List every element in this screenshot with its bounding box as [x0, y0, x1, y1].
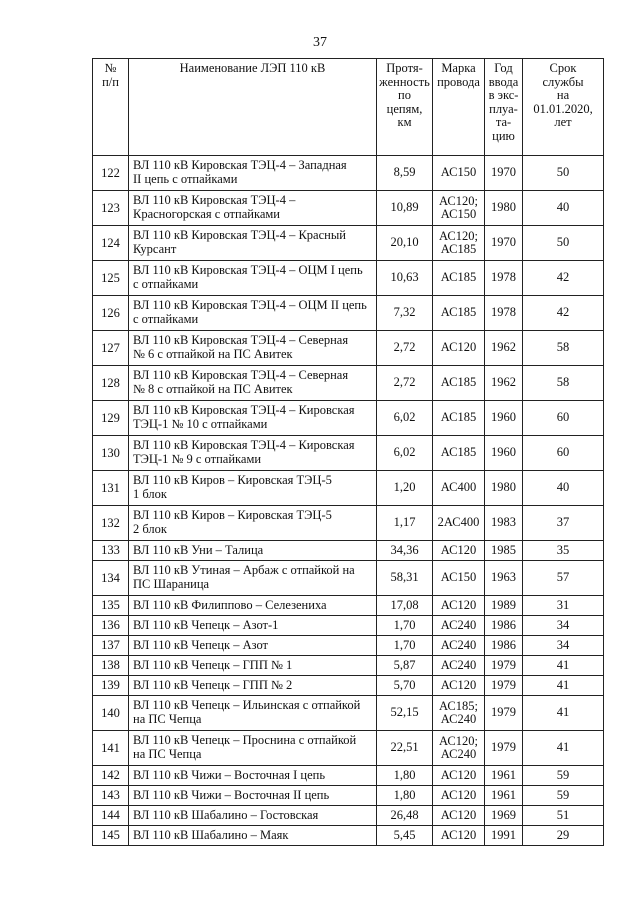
cell-name-line: с отпайками — [133, 311, 199, 326]
cell-life: 41 — [523, 696, 604, 731]
cell-name-line: ВЛ 110 кВ Кировская ТЭЦ-4 – Красный — [133, 228, 346, 242]
cell-wire — [433, 191, 485, 226]
cell-num: 128 — [93, 366, 129, 401]
cell-wire — [433, 676, 485, 696]
cell-name-line: ВЛ 110 кВ Чепецк – Азот — [133, 638, 269, 652]
cell-length: 26,48 — [377, 806, 433, 826]
cell-life: 29 — [523, 826, 604, 846]
cell-name — [129, 226, 377, 261]
cell-year: 1963 — [485, 561, 523, 596]
cell-life: 42 — [523, 261, 604, 296]
cell-wire — [433, 331, 485, 366]
table-row — [93, 261, 604, 296]
header-wire-line: провода — [437, 74, 480, 89]
cell-life: 60 — [523, 401, 604, 436]
cell-year: 1979 — [485, 731, 523, 766]
header-length — [377, 59, 433, 156]
cell-wire — [433, 436, 485, 471]
cell-life: 41 — [523, 656, 604, 676]
cell-name — [129, 561, 377, 596]
cell-wire — [433, 786, 485, 806]
cell-wire — [433, 366, 485, 401]
cell-wire-line: АС240 — [440, 637, 477, 652]
cell-num: 126 — [93, 296, 129, 331]
header-year-line: в экс- — [488, 88, 519, 102]
cell-wire-line: АС400 — [440, 480, 477, 495]
cell-name-line: на ПС Чепца — [133, 746, 202, 761]
cell-wire-line: АС185 — [440, 445, 477, 460]
cell-wire — [433, 616, 485, 636]
cell-length: 20,10 — [377, 226, 433, 261]
cell-life: 41 — [523, 731, 604, 766]
cell-num: 143 — [93, 786, 129, 806]
cell-wire-line: АС240 — [440, 657, 477, 672]
cell-wire — [433, 471, 485, 506]
cell-life: 40 — [523, 471, 604, 506]
table-row — [93, 226, 604, 261]
cell-wire-line: АС240 — [440, 617, 477, 632]
cell-wire-line: АС120; — [439, 228, 478, 243]
cell-name-line: ВЛ 110 кВ Шабалино – Гостовская — [133, 808, 319, 822]
page-number: 37 — [313, 35, 327, 50]
table-row — [93, 561, 604, 596]
cell-name-line: ВЛ 110 кВ Филиппово – Селезениха — [133, 598, 327, 612]
cell-wire-line: АС185 — [440, 305, 477, 320]
cell-year: 1979 — [485, 676, 523, 696]
cell-wire — [433, 296, 485, 331]
cell-name-line: 1 блок — [133, 486, 167, 501]
cell-name — [129, 366, 377, 401]
cell-name-line: № 6 с отпайкой на ПС Авитек — [133, 346, 293, 361]
cell-name — [129, 156, 377, 191]
cell-life: 57 — [523, 561, 604, 596]
cell-year: 1970 — [485, 226, 523, 261]
cell-year: 1961 — [485, 766, 523, 786]
cell-wire — [433, 401, 485, 436]
cell-name-line: ВЛ 110 кВ Чижи – Восточная I цепь — [133, 768, 326, 782]
cell-num: 134 — [93, 561, 129, 596]
cell-year: 1983 — [485, 506, 523, 541]
cell-year: 1962 — [485, 366, 523, 401]
cell-wire — [433, 541, 485, 561]
cell-year: 1986 — [485, 636, 523, 656]
header-year-line: Год — [494, 61, 513, 75]
cell-name-line: II цепь с отпайками — [133, 171, 238, 186]
header-life-line: на — [556, 88, 570, 102]
cell-life: 51 — [523, 806, 604, 826]
cell-wire — [433, 261, 485, 296]
table-row — [93, 471, 604, 506]
table-row — [93, 596, 604, 616]
cell-num: 132 — [93, 506, 129, 541]
cell-name-line: ВЛ 110 кВ Кировская ТЭЦ-4 – Северная — [133, 368, 349, 382]
table-header-row — [93, 59, 604, 156]
cell-name — [129, 331, 377, 366]
table-row — [93, 616, 604, 636]
cell-length: 1,70 — [377, 636, 433, 656]
cell-wire — [433, 766, 485, 786]
cell-num: 127 — [93, 331, 129, 366]
cell-length: 1,80 — [377, 766, 433, 786]
cell-wire-line: АС120 — [440, 767, 477, 782]
header-num — [93, 59, 129, 156]
cell-name-line: ВЛ 110 кВ Киров – Кировская ТЭЦ-5 — [133, 508, 332, 522]
header-wire — [433, 59, 485, 156]
cell-length: 2,72 — [377, 366, 433, 401]
cell-num: 125 — [93, 261, 129, 296]
header-life-line: лет — [554, 115, 572, 129]
cell-length: 7,32 — [377, 296, 433, 331]
cell-name — [129, 401, 377, 436]
cell-year: 1969 — [485, 806, 523, 826]
cell-wire-line: АС120 — [440, 677, 477, 692]
header-life-line: службы — [542, 74, 584, 89]
header-life-line: Срок — [549, 61, 577, 75]
cell-wire — [433, 156, 485, 191]
cell-name — [129, 766, 377, 786]
cell-length: 1,17 — [377, 506, 433, 541]
table-row — [93, 696, 604, 731]
cell-length: 22,51 — [377, 731, 433, 766]
cell-wire-line: АС120; — [439, 733, 478, 748]
cell-name-line: ВЛ 110 кВ Чепецк – Ильинская с отпайкой — [133, 698, 361, 712]
cell-name-line: ВЛ 110 кВ Кировская ТЭЦ-4 – Северная — [133, 333, 349, 347]
cell-num: 141 — [93, 731, 129, 766]
header-length-line: по цепям, — [386, 88, 423, 116]
cell-name-line: ВЛ 110 кВ Кировская ТЭЦ-4 – Кировская — [133, 438, 355, 452]
table-row — [93, 401, 604, 436]
cell-wire — [433, 506, 485, 541]
cell-year: 1989 — [485, 596, 523, 616]
header-year-line: ввода — [488, 74, 519, 89]
cell-name-line: ВЛ 110 кВ Кировская ТЭЦ-4 – ОЦМ I цепь — [133, 263, 363, 277]
header-length-line: Протя- — [386, 61, 423, 75]
cell-year: 1960 — [485, 401, 523, 436]
cell-num: 136 — [93, 616, 129, 636]
cell-name-line: ВЛ 110 кВ Кировская ТЭЦ-4 – ОЦМ II цепь — [133, 298, 367, 312]
cell-wire — [433, 656, 485, 676]
cell-num: 142 — [93, 766, 129, 786]
cell-name — [129, 731, 377, 766]
cell-num: 131 — [93, 471, 129, 506]
cell-name-line: ВЛ 110 кВ Шабалино – Маяк — [133, 828, 289, 842]
cell-wire-line: АС240 — [440, 712, 477, 726]
cell-name — [129, 656, 377, 676]
cell-name-line: ВЛ 110 кВ Чепецк – ГПП № 1 — [133, 658, 293, 672]
cell-length: 10,63 — [377, 261, 433, 296]
cell-name-line: № 8 с отпайкой на ПС Авитек — [133, 381, 293, 396]
cell-length: 6,02 — [377, 436, 433, 471]
cell-name-line: Курсант — [133, 241, 177, 256]
table-row — [93, 636, 604, 656]
cell-num: 123 — [93, 191, 129, 226]
table-row — [93, 506, 604, 541]
header-name-line: Наименование ЛЭП 110 кВ — [179, 61, 326, 75]
table-row — [93, 191, 604, 226]
cell-length: 52,15 — [377, 696, 433, 731]
header-year-line: плуа- — [489, 101, 518, 116]
cell-num: 138 — [93, 656, 129, 676]
header-life — [523, 59, 604, 156]
cell-wire — [433, 826, 485, 846]
cell-wire-line: АС120 — [440, 340, 477, 355]
cell-name — [129, 541, 377, 561]
cell-wire-line: АС240 — [440, 747, 477, 761]
cell-wire-line: АС185 — [440, 410, 477, 425]
cell-length: 17,08 — [377, 596, 433, 616]
cell-wire — [433, 596, 485, 616]
cell-name — [129, 786, 377, 806]
cell-year: 1991 — [485, 826, 523, 846]
cell-name-line: ВЛ 110 кВ Утиная – Арбаж с отпайкой на — [133, 563, 355, 577]
cell-num: 122 — [93, 156, 129, 191]
cell-name-line: ПС Шараница — [133, 576, 210, 591]
cell-length: 34,36 — [377, 541, 433, 561]
header-year — [485, 59, 523, 156]
cell-num: 124 — [93, 226, 129, 261]
cell-year: 1986 — [485, 616, 523, 636]
cell-name-line: ВЛ 110 кВ Уни – Талица — [133, 543, 264, 557]
cell-year: 1970 — [485, 156, 523, 191]
cell-life: 40 — [523, 191, 604, 226]
cell-wire — [433, 806, 485, 826]
cell-year: 1978 — [485, 296, 523, 331]
cell-num: 144 — [93, 806, 129, 826]
cell-num: 137 — [93, 636, 129, 656]
power-lines-table — [92, 58, 604, 846]
cell-wire-line: АС185 — [440, 270, 477, 285]
cell-length: 2,72 — [377, 331, 433, 366]
cell-length: 10,89 — [377, 191, 433, 226]
cell-name — [129, 616, 377, 636]
cell-name-line: Красногорская с отпайками — [133, 206, 280, 221]
cell-num: 129 — [93, 401, 129, 436]
header-life-line: 01.01.2020, — [533, 101, 593, 116]
cell-name-line: ВЛ 110 кВ Чижи – Восточная II цепь — [133, 788, 330, 802]
table-row — [93, 786, 604, 806]
cell-life: 60 — [523, 436, 604, 471]
table-row — [93, 436, 604, 471]
header-year-line: цию — [492, 128, 515, 143]
cell-wire — [433, 696, 485, 731]
table-row — [93, 806, 604, 826]
cell-wire — [433, 636, 485, 656]
cell-life: 50 — [523, 226, 604, 261]
table-row — [93, 331, 604, 366]
cell-year: 1980 — [485, 191, 523, 226]
cell-name-line: ВЛ 110 кВ Чепецк – Проснина с отпайкой — [133, 733, 357, 747]
cell-num: 135 — [93, 596, 129, 616]
cell-name-line: ВЛ 110 кВ Кировская ТЭЦ-4 – Кировская — [133, 403, 355, 417]
cell-length: 5,70 — [377, 676, 433, 696]
header-year-line: та- — [495, 115, 512, 129]
cell-year: 1980 — [485, 471, 523, 506]
cell-wire-line: АС120 — [440, 787, 477, 802]
cell-wire-line: АС120 — [440, 542, 477, 557]
cell-name — [129, 506, 377, 541]
cell-name-line: 2 блок — [133, 521, 167, 536]
cell-length: 1,20 — [377, 471, 433, 506]
cell-name-line: с отпайками — [133, 276, 199, 291]
cell-life: 34 — [523, 636, 604, 656]
cell-name — [129, 191, 377, 226]
cell-name — [129, 261, 377, 296]
cell-length: 58,31 — [377, 561, 433, 596]
cell-life: 42 — [523, 296, 604, 331]
cell-wire-line: АС185 — [440, 375, 477, 390]
cell-num: 130 — [93, 436, 129, 471]
cell-name — [129, 826, 377, 846]
table-row — [93, 366, 604, 401]
cell-name-line: ТЭЦ-1 № 9 с отпайками — [133, 451, 262, 466]
cell-wire-line: АС120; — [439, 193, 478, 208]
cell-name — [129, 696, 377, 731]
cell-length: 8,59 — [377, 156, 433, 191]
cell-name-line: ВЛ 110 кВ Кировская ТЭЦ-4 – Западная — [133, 158, 347, 172]
cell-wire-line: АС150 — [440, 207, 477, 221]
cell-name — [129, 806, 377, 826]
table-row — [93, 656, 604, 676]
cell-name-line: ВЛ 110 кВ Киров – Кировская ТЭЦ-5 — [133, 473, 332, 487]
header-num-line: п/п — [102, 74, 119, 89]
table-row — [93, 766, 604, 786]
cell-wire-line: 2АС400 — [437, 515, 480, 530]
cell-year: 1961 — [485, 786, 523, 806]
cell-num: 133 — [93, 541, 129, 561]
cell-life: 37 — [523, 506, 604, 541]
cell-life: 58 — [523, 366, 604, 401]
cell-num: 145 — [93, 826, 129, 846]
table-body — [93, 156, 604, 846]
cell-name — [129, 676, 377, 696]
cell-name-line: ВЛ 110 кВ Чепецк – Азот-1 — [133, 618, 279, 632]
cell-length: 1,80 — [377, 786, 433, 806]
cell-life: 41 — [523, 676, 604, 696]
header-length-line: км — [397, 115, 412, 129]
cell-name — [129, 436, 377, 471]
cell-name-line: ТЭЦ-1 № 10 с отпайками — [133, 416, 268, 431]
cell-name — [129, 296, 377, 331]
cell-length: 5,45 — [377, 826, 433, 846]
cell-name-line: ВЛ 110 кВ Кировская ТЭЦ-4 – — [133, 193, 296, 207]
cell-wire — [433, 731, 485, 766]
cell-wire-line: АС150 — [440, 570, 477, 585]
header-wire-line: Марка — [441, 61, 476, 75]
cell-life: 35 — [523, 541, 604, 561]
cell-name — [129, 596, 377, 616]
table-row — [93, 296, 604, 331]
cell-wire-line: АС185 — [440, 242, 477, 256]
cell-wire-line: АС120 — [440, 827, 477, 842]
cell-name-line: на ПС Чепца — [133, 711, 202, 726]
header-name — [129, 59, 377, 156]
cell-name — [129, 636, 377, 656]
cell-name — [129, 471, 377, 506]
cell-wire-line: АС185; — [439, 698, 478, 713]
cell-year: 1962 — [485, 331, 523, 366]
cell-wire — [433, 561, 485, 596]
cell-wire-line: АС150 — [440, 165, 477, 180]
cell-year: 1960 — [485, 436, 523, 471]
table-row — [93, 731, 604, 766]
cell-num: 140 — [93, 696, 129, 731]
cell-year: 1979 — [485, 656, 523, 676]
cell-wire-line: АС120 — [440, 807, 477, 822]
cell-life: 59 — [523, 786, 604, 806]
cell-life: 50 — [523, 156, 604, 191]
cell-wire-line: АС120 — [440, 597, 477, 612]
table-row — [93, 676, 604, 696]
cell-num: 139 — [93, 676, 129, 696]
table-row — [93, 826, 604, 846]
cell-life: 58 — [523, 331, 604, 366]
cell-year: 1979 — [485, 696, 523, 731]
table-row — [93, 541, 604, 561]
cell-length: 6,02 — [377, 401, 433, 436]
header-num-line: № — [104, 61, 117, 75]
cell-life: 34 — [523, 616, 604, 636]
table-row — [93, 156, 604, 191]
cell-length: 5,87 — [377, 656, 433, 676]
header-length-line: женность — [379, 74, 430, 89]
cell-year: 1978 — [485, 261, 523, 296]
cell-wire — [433, 226, 485, 261]
cell-name-line: ВЛ 110 кВ Чепецк – ГПП № 2 — [133, 678, 293, 692]
cell-length: 1,70 — [377, 616, 433, 636]
cell-life: 59 — [523, 766, 604, 786]
cell-life: 31 — [523, 596, 604, 616]
cell-year: 1985 — [485, 541, 523, 561]
